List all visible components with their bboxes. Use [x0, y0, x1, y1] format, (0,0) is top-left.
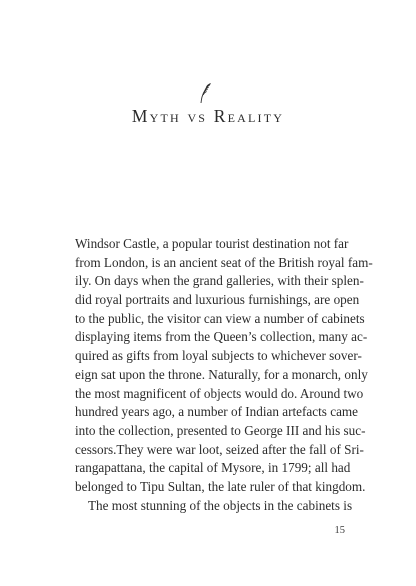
text-line: to the public, the visitor can view a number of cabinets	[75, 310, 365, 326]
chapter-title: Myth vs Reality	[131, 106, 285, 126]
text-line: eign sat upon the throne. Naturally, for a monarch, only	[75, 366, 368, 382]
text-line: displaying items from the Queen’s collection, many ac-	[75, 329, 368, 345]
text-line: from London, is an ancient seat of the British royal fam-	[75, 254, 373, 270]
text-line: quired as gifts from loyal subjects to whichever sover-	[75, 348, 362, 364]
text-line: into the collection, presented to George III and his suc-	[75, 422, 366, 438]
text-line: rangapattana, the capital of Mysore, in 1799; all had	[75, 460, 351, 476]
text-line: the most magnificent of objects would do. Around two	[75, 385, 364, 401]
text-line: did royal portraits and luxurious furnishings, are open	[75, 292, 360, 308]
text-line-paragraph-start: The most stunning of the objects in the cabinets is	[88, 497, 353, 513]
text-line: hundred years ago, a number of Indian artefacts came	[75, 404, 359, 420]
text-line: ily. On days when the grand galleries, with their splen-	[75, 273, 364, 289]
page-number: 15	[334, 525, 345, 536]
text-line: cessors.They were war loot, seized after the fall of Sri-	[75, 441, 364, 457]
text-line: Windsor Castle, a popular tourist destination not far	[75, 236, 349, 251]
body-paragraph	[75, 235, 373, 515]
text-line: belonged to Tipu Sultan, the late ruler of that kingdom.	[75, 478, 366, 494]
feather-quill-icon	[198, 82, 214, 104]
